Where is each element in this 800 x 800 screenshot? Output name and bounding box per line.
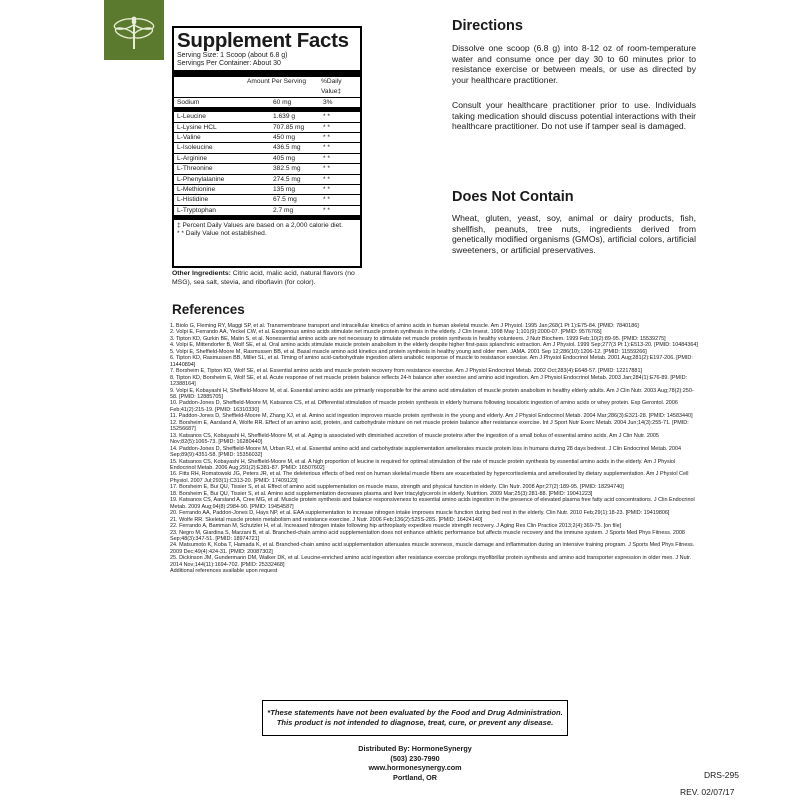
dragonfly-icon: [111, 7, 157, 53]
divider-medium: [174, 216, 360, 220]
nutrient-dv: * *: [323, 165, 330, 173]
reference-item: 2. Volpi E, Ferrando AA, Yeckel CW, et al. Exogenous amino acids stimulate net muscle protein synthesis in the elderly. J Clin Invest. 1998 May 1;101(9):2000-07. [PMID: 9576765]: [170, 329, 602, 336]
nutrient-dv: * *: [323, 186, 330, 194]
nutrient-name: L-Histidine: [177, 196, 209, 204]
references-heading: References: [172, 302, 245, 317]
supplement-facts-title: Supplement Facts: [177, 29, 349, 52]
reference-item: 1. Biolo G, Fleming RY, Maggi SP, et al. Transmembrane transport and intracellular kinetics of amino acids in human skeletal muscle. Am J Physiol. 1995 Jan;268(1 Pt 1):E75-84. [PMID: 7840186]: [170, 323, 639, 329]
nutrient-row: [174, 123, 360, 133]
reference-item: 25. Dickinson JM, Gundermann DM, Walker DK, et al. Leucine-enriched amino acid ingestion after resistance exercise prolongs myofibrillar protein synthesis and amino acid transporter expression in older men. J Nutr. 2014 Nov;144(11):1694-702. [PMID: 25332468]: [170, 555, 692, 568]
distributor-info: [340, 744, 490, 782]
nutrient-name: L-Tryptophan: [177, 206, 216, 214]
nutrient-dv: * *: [323, 113, 330, 121]
nutrient-name: L-Isoleucine: [177, 144, 213, 152]
nutrient-dv: * *: [323, 144, 330, 152]
reference-item: 14. Paddon-Jones D, Sheffield-Moore M, Urban RJ, et al. Essential amino acid and carbohydrate supplementation ameliorates muscle protein loss in humans during 28 days bedrest. J Clin Endocrinol Metab. 2004 Sep;89(9):4351-58. [PMID: 15356032]: [170, 445, 681, 459]
reference-item: 11. Paddon-Jones D, Sheffield-Moore M, Zhang XJ, et al. Amino acid ingestion improves muscle protein synthesis in the young and elderly. Am J Physiol Endocrinol Metab. 2004 Mar;286(3):E321-28. [PMID: 14583440]: [170, 413, 693, 420]
nutrient-amount: 135 mg: [273, 186, 295, 194]
footnote-dv: ‡ Percent Daily Values are based on a 2,000 calorie diet.: [177, 222, 343, 230]
nutrient-dv: * *: [323, 175, 330, 183]
reference-item: 13. Katsanos CS, Kobayashi H, Sheffield-Moore M, et al. Aging is associated with diminished accretion of muscle proteins after the ingestion of a small bolus of essential amino acids. Am J Clin Nutr. 2005 Nov;82(5):1065-73. [PMID: 16280440]: [170, 432, 659, 446]
servings-per-container: Servings Per Container: About 30: [177, 60, 281, 68]
nutrient-amount: 405 mg: [273, 154, 295, 162]
reference-item: 17. Borsheim E, Bui QU, Tissier S, et al. Effect of amino acid supplementation on muscle mass, strength and physical function in elderly. Clin Nutr. 2008 Apr;27(2):189-95. [PMID: 18294740]: [170, 484, 624, 491]
nutrient-row: [174, 206, 360, 216]
product-code: DRS-295: [704, 770, 739, 780]
distributor-website: www.hormonesynergy.com: [368, 763, 462, 773]
reference-item: 6. Tipton KD, Rasmussen BB, Miller SL, et al. Timing of amino acid-carbohydrate ingestion alters anabolic response of muscle to resistance exercise. Am J Physiol Endocrinol Metab. 2001 Aug;281(2):E197-206. [PMID: 11440894]: [170, 355, 693, 368]
nutrient-name: L-Leucine: [177, 113, 206, 121]
distributor-phone: (503) 230-7990: [390, 753, 440, 763]
nutrient-amount: 436.5 mg: [273, 144, 301, 152]
disclaimer-line-2: This product is not intended to diagnose, treat, cure, or prevent any disease.: [276, 718, 554, 727]
nutrient-row: [174, 112, 360, 122]
directions-heading: Directions: [452, 18, 523, 34]
reference-item: 22. Ferrando A, Bamman M, Schutzler H, et al. Increased nitrogen intake following hip arthroplasty expedites muscle strength recovery. J Aging Res Clin Practice 2013;2(4):369-75. [on file]: [170, 523, 622, 530]
reference-item: 19. Katsanos CS, Aarsland A, Cree MG, et al. Muscle protein synthesis and balance responsiveness to essential amino acids ingestion in the presence of elevated plasma free fatty acid concentrations. J Clin Endocrinol Metab. 2009 Aug;94(8):2984-90. [PMID: 19454587]: [170, 497, 695, 510]
amount-per-serving-header: Amount Per Serving: [247, 77, 307, 85]
nutrient-amount: 707.85 mg: [273, 123, 305, 131]
nutrient-dv: * *: [323, 206, 330, 214]
nutrient-dv: * *: [323, 134, 330, 142]
reference-item: 4. Volpi E, Mittendorfer B, Wolf SE, et al. Oral amino acids stimulate muscle protein anabolism in the elderly despite higher first-pass splanchnic extraction. Am J Physiol. 1999 Sep;277(3 Pt 1):E513-20. [PMID: 10484364]: [170, 342, 698, 349]
nutrient-name: L-Threonine: [177, 165, 213, 173]
daily-value-header: %Daily Value‡: [321, 77, 342, 95]
references-list: [170, 323, 698, 575]
reference-item: 8. Tipton KD, Borsheim E, Wolf SE, et al. Acute response of net muscle protein balance reflects 24-h balance after exercise and amino acid ingestion. Am J Physiol Endocrinol Metab. 2003 Jan;284(1):E76-89. [PMID: 12388164]: [170, 374, 688, 388]
nutrient-dv: * *: [323, 154, 330, 162]
nutrient-amount: 2.7 mg: [273, 206, 294, 214]
reference-item: 7. Borsheim E, Tipton KD, Wolf SE, et al. Essential amino acids and muscle protein recovery from resistance exercise. Am J Physiol Endocrinol Metab. 2002 Oct;283(4):E648-57. [PMID: 12217881]: [170, 368, 642, 375]
reference-item: 3. Tipton KD, Gurkin BE, Matin S, et al. Nonessential amino acids are not necessary to stimulate net muscle protein synthesis in healthy volunteers. J Nutr Biochem. 1999 Feb;10(2):89-95. [PMID: 15539275]: [170, 335, 666, 342]
divider-thick: [174, 70, 360, 77]
nutrient-dv: * *: [323, 196, 330, 204]
nutrient-name: L-Methionine: [177, 186, 216, 194]
reference-item: 24. Matsumoto K, Koba T, Hamada K, et al. Branched-chain amino acid supplementation attenuates muscle soreness, muscle damage and inflammation during an intensive training program. J Sports Med Phys Fitness. 2009 Dec;49(4):424-31. [PMID: 20087302]: [170, 542, 695, 555]
nutrient-dv: * *: [323, 123, 330, 131]
reference-item: 16. Fitts RH, Romatowski JG, Peters JR, et al. The deleterious effects of bed rest on human skeletal muscle fibers are exacerbated by hypercortisolemia and ameliorated by dietary supplementation. Am J Physiol Cell Physiol. 2007 Jul;293(1):C313-20. [PMID: 17409123]: [170, 471, 689, 484]
distributor-location: Portland, OR: [393, 772, 437, 782]
does-not-contain-heading: Does Not Contain: [452, 189, 574, 205]
consult-text: Consult your healthcare practitioner prior to use. Individuals taking medication should discuss potential interactions with their healthcare practitioner. Do not use if tamper seal is damaged.: [452, 100, 696, 132]
brand-logo: [104, 0, 164, 60]
nutrient-amount: 450 mg: [273, 134, 295, 142]
nutrient-row: [174, 195, 360, 205]
reference-item: Additional references available upon request: [170, 568, 278, 575]
directions-text: Dissolve one scoop (6.8 g) into 8-12 oz of room-temperature water and consume once per day 30 to 60 minutes prior to resistance exercise or between meals, or use as directed by your healthcare practitioner.: [452, 43, 696, 86]
nutrient-list: [177, 112, 357, 216]
reference-item: 18. Borsheim E, Bui QU, Tissier S, et al. Amino acid supplementation decreases plasma and liver triacylglycerols in elderly. Nutrition. 2009 Mar;25(3):281-88. [PMID: 19041223]: [170, 490, 593, 497]
distributor-name: Distributed By: HormoneSynergy: [358, 744, 472, 753]
serving-size: Serving Size: 1 Scoop (about 6.8 g): [177, 52, 288, 59]
nutrient-row: [174, 185, 360, 195]
footnote-not-established: * * Daily Value not established.: [177, 230, 267, 238]
nutrient-name: L-Phenylalanine: [177, 175, 225, 183]
reference-item: 20. Ferrando AA, Paddon-Jones D, Hays NP, et al. EAA supplementation to increase nitrogen intake improves muscle function during bed rest in the elderly. Clin Nutr. 2010 Feb;29(1):18-23. [PMID: 19419806]: [170, 510, 670, 517]
nutrient-amount: 67.5 mg: [273, 196, 297, 204]
reference-item: 12. Borsheim E, Aarsland A, Wolfe RR. Effect of an amino acid, protein, and carbohydrate mixture on net muscle protein balance after resistance exercise. Int J Sport Nutr Exerc Metab. 2004 Jun;14(3):255-71. [PMID: 15256687]: [170, 419, 689, 433]
reference-item: 10. Paddon-Jones D, Sheffield-Moore M, Katsanos CS, et al. Differential stimulation of muscle protein synthesis in elderly humans following isocaloric ingestion of amino acids or whey protein. Exp Gerontol. 2006 Feb;41(2):215-19. [PMID: 16310330]: [170, 400, 678, 413]
nutrient-row: [174, 164, 360, 174]
reference-item: 5. Volpi E, Sheffield-Moore M, Rasmussen BB, et al. Basal muscle amino acid kinetics and protein synthesis in healthy young and older men. JAMA. 2001 Sep 12;286(10):1206-12. [PMID: 11559266]: [170, 348, 647, 355]
other-ingredients-label: Other Ingredients:: [172, 270, 231, 277]
facts-header-row: [174, 77, 360, 98]
reference-item: 21. Wolfe RR. Skeletal muscle protein metabolism and resistance exercise. J Nutr. 2006 Feb;136(2):525S-28S. [PMID: 16424140]: [170, 516, 483, 523]
nutrient-row: [174, 154, 360, 164]
reference-item: 15. Katsanos CS, Kobayashi H, Sheffield-Moore M, et al. A high proportion of leucine is required for optimal stimulation of the rate of muscle protein synthesis by essential amino acids in the elderly. Am J Physiol Endocrinol Metab. 2006 Aug;291(2):E381-87. [PMID: 16507602]: [170, 458, 676, 471]
reference-item: 9. Volpi E, Kobayashi H, Sheffield-Moore M, et al. Essential amino acids are primarily responsible for the amino acid stimulation of muscle protein anabolism in healthy elderly adults. Am J Clin Nutr. 2003 Aug;78(2):250-58. [PMID: 12885705]: [170, 387, 694, 400]
revision-date: REV. 02/07/17: [680, 787, 735, 797]
supplement-facts-panel: [172, 26, 362, 268]
nutrient-name: L-Arginine: [177, 154, 208, 162]
nutrient-amount: 274.5 mg: [273, 175, 301, 183]
nutrient-amount: 1.639 g: [273, 113, 295, 121]
fda-disclaimer: [262, 700, 568, 736]
nutrient-name: L-Lysine HCL: [177, 123, 217, 131]
other-ingredients: [172, 270, 372, 287]
nutrient-row: [174, 143, 360, 153]
reference-item: 23. Negro M, Giardina S, Marzani B, et al. Branched-chain amino acid supplementation does not enhance athletic performance but affects muscle recovery and the immune system. J Sports Med Phys Fitness. 2008 Sep;48(3):347-51. [PMID: 18974721]: [170, 529, 685, 542]
nutrient-row: [174, 175, 360, 185]
sodium-row: Sodium 60 mg 3%: [174, 98, 360, 108]
disclaimer-line-1: *These statements have not been evaluated by the Food and Drug Administration.: [267, 708, 563, 717]
nutrient-amount: 382.5 mg: [273, 165, 301, 173]
nutrient-row: [174, 133, 360, 143]
other-ingredients-text: Citric acid, malic acid, natural flavors (no MSG), sea salt, stevia, and riboflavin (for color).: [172, 270, 355, 286]
does-not-contain-text: Wheat, gluten, yeast, soy, animal or dairy products, fish, shellfish, peanuts, tree nuts, ingredients derived from genetically modified organisms (GMOs), artificial colors, artificial sweeteners, or artificial preservatives.: [452, 213, 696, 256]
nutrient-name: L-Valine: [177, 134, 201, 142]
